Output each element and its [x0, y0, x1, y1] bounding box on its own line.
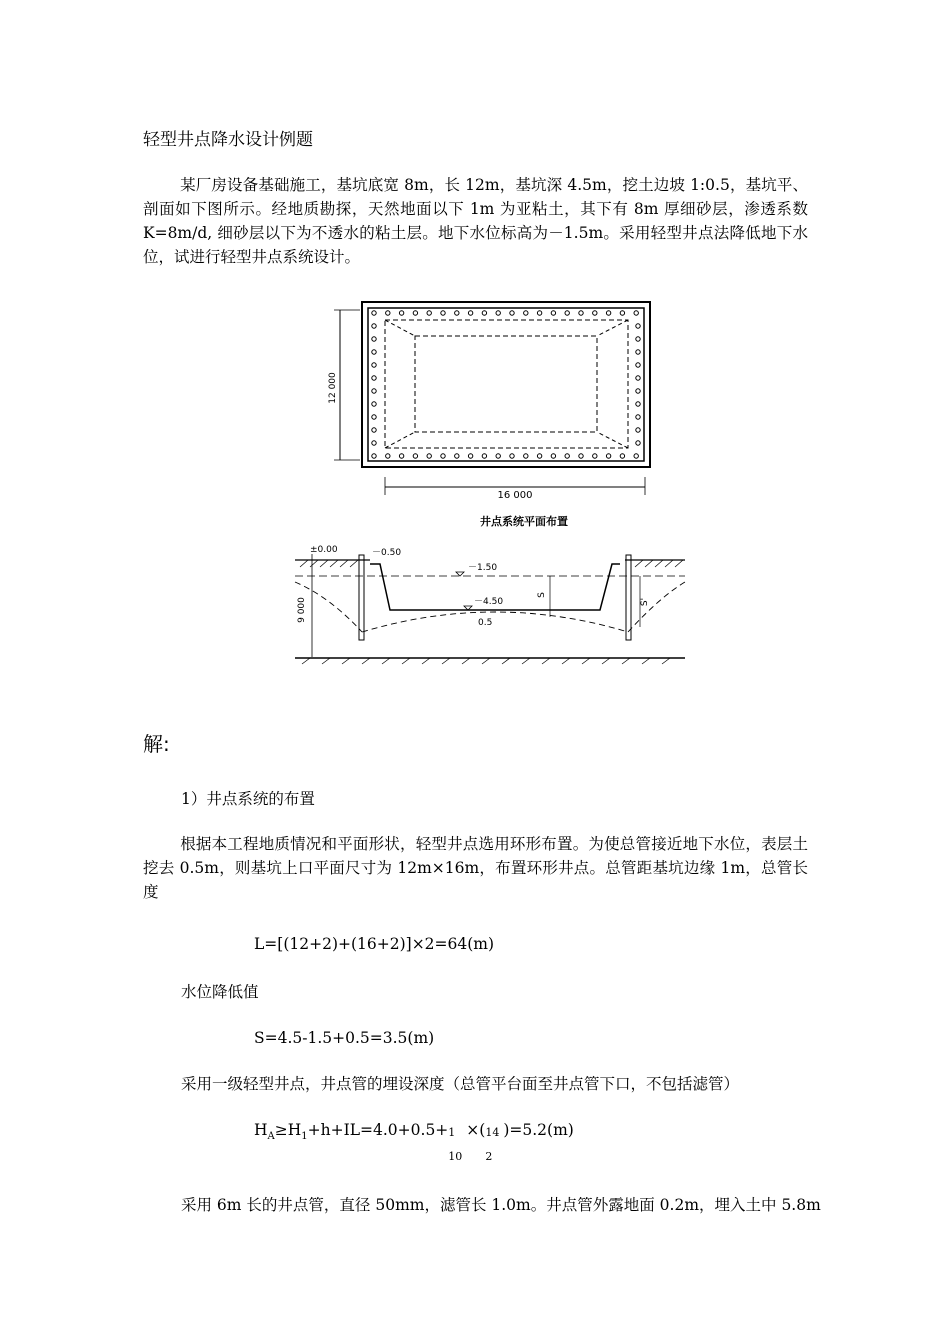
wellpoint-marker [634, 454, 638, 458]
wellpoint-marker [372, 389, 376, 393]
water-drop-label: 水位降低值 [181, 983, 259, 1001]
wellpoint-marker [565, 454, 569, 458]
formula-sub-1: 1 [301, 1131, 308, 1143]
problem-text: 某厂房设备基础施工，基坑底宽 8m，长 12m，基坑深 4.5m，挖土边坡 1:0.5，基坑平、剖面如下图所示。经地质勘探，天然地面以下 1m 为亚粘土，其下有 8m 厚细砂层，渗透系数 K=8m/d, 细砂层以下为不透水的粘土层。地下水位标高为－1.5m。采用轻型井点法降低地下水位，试进行轻型井点系统设计。 [143, 176, 808, 266]
wellpoint-marker [579, 311, 583, 315]
wellpoint-marker [524, 311, 528, 315]
wellpoint-marker [372, 350, 376, 354]
wellpoint-marker [510, 311, 514, 315]
label-s-prime: S' [640, 597, 650, 607]
wellpoint-marker [386, 311, 390, 315]
wellpoint-marker [636, 389, 640, 393]
wellpoint-marker [468, 454, 472, 458]
wellpoint-marker [606, 454, 610, 458]
wellpoint-marker [636, 415, 640, 419]
water-level-marker [456, 572, 464, 576]
wellpoint-marker [372, 337, 376, 341]
page-title: 轻型井点降水设计例题 [143, 130, 313, 150]
wellpoint-marker [636, 350, 640, 354]
wellpoint-marker [399, 311, 403, 315]
wellpoint-marker [636, 376, 640, 380]
wellpoint-marker [636, 428, 640, 432]
wellpoint-marker [496, 454, 500, 458]
wellpoint-marker [537, 311, 541, 315]
wellpoint-marker [455, 311, 459, 315]
wellpoint-marker [593, 311, 597, 315]
wellpoint-marker [372, 415, 376, 419]
wellpoint-marker [372, 376, 376, 380]
wellpoint-marker [496, 311, 500, 315]
wellpoint-marker [441, 454, 445, 458]
drawdown-curve-right-outer [628, 582, 685, 632]
wellpoint-marker [427, 454, 431, 458]
wellpoint-marker [455, 454, 459, 458]
wellpoint-marker [636, 337, 640, 341]
wellpoint-marker [413, 454, 417, 458]
impervious-hatch [302, 658, 670, 664]
wellpoint-marker [551, 454, 555, 458]
wellpoint-marker [372, 363, 376, 367]
wellpoint-marker [510, 454, 514, 458]
wellpoint-marker [620, 454, 624, 458]
plan-caption: 井点系统平面布置 [480, 515, 568, 528]
step1-heading: 1）井点系统的布置 [181, 790, 315, 808]
wellpoint-marker [399, 454, 403, 458]
formula-result: )=5.2(m) [503, 1121, 574, 1139]
problem-paragraph [143, 173, 808, 269]
step1-paragraph [143, 832, 808, 904]
wellpoint-marker [482, 454, 486, 458]
wellpoint-group [372, 311, 640, 458]
label-water-level: －1.50 [468, 563, 498, 573]
wellpoint-pipe-left [359, 555, 364, 640]
wellpoint-marker [372, 402, 376, 406]
plan-width-dim-label: 16 000 [497, 490, 533, 501]
plan-pit-top-edge [385, 320, 628, 448]
wellpoint-marker [372, 324, 376, 328]
wellpoint-marker [636, 324, 640, 328]
wellpoint-marker [372, 441, 376, 445]
solution-label: 解: [143, 732, 170, 756]
wellpoint-marker [524, 454, 528, 458]
wellpoint-marker [620, 311, 624, 315]
wellpoint-marker [636, 363, 640, 367]
wellpoint-marker [386, 454, 390, 458]
wellpoint-marker [636, 402, 640, 406]
label-pit-bottom-level: －4.50 [474, 597, 504, 607]
drawdown-curve-center [362, 612, 628, 632]
last-line-text: 采用 6m 长的井点管，直径 50mm，滤管长 1.0m。井点管外露地面 0.2m，埋入土中 5.8m [181, 1196, 821, 1214]
wellpoint-marker [537, 454, 541, 458]
wellpoint-marker [372, 428, 376, 432]
formula-header-length: L=[(12+2)+(16+2)]×2=64(m) [254, 935, 495, 953]
wellpoint-marker [551, 311, 555, 315]
step1-text: 根据本工程地质情况和平面形状，轻型井点选用环形布置。为使总管接近地下水位，表层土挖去 0.5m，则基坑上口平面尺寸为 12m×16m，布置环形井点。总管距基坑边缘 1m，总管长度 [143, 835, 808, 901]
wellpoint-marker [372, 311, 376, 315]
wellpoint-marker [441, 311, 445, 315]
wellpoint-marker [468, 311, 472, 315]
plan-slope-line [597, 432, 628, 448]
wellpoint-marker [427, 311, 431, 315]
wellpoint-marker [565, 311, 569, 315]
plan-header-pipe [368, 308, 644, 461]
formula-mid: +h+IL=4.0+0.5+ [307, 1121, 449, 1139]
wellpoint-marker [606, 311, 610, 315]
wellpoint-marker [636, 441, 640, 445]
formula-drawdown: S=4.5-1.5+0.5=3.5(m) [254, 1029, 435, 1047]
label-s: S [537, 592, 547, 598]
plan-view [334, 302, 650, 495]
label-trim-level: －0.50 [372, 548, 402, 558]
wellpoint-marker [579, 454, 583, 458]
label-drawdown-below: 0.5 [478, 618, 493, 628]
wellpoint-marker [593, 454, 597, 458]
single-stage-text: 采用一级轻型井点，井点管的埋设深度（总管平台面至井点管下口，不包括滤管） [181, 1075, 740, 1093]
plan-outer-frame [362, 302, 650, 467]
plan-pit-bottom-edge [415, 336, 597, 432]
formula-rel: ≥H [274, 1121, 302, 1139]
figure-svg [290, 292, 690, 682]
formula-times: ×( [466, 1121, 486, 1139]
wellpoint-pipe-right [626, 555, 631, 640]
label-depth-dim: 9 000 [297, 597, 307, 623]
plan-slope-line [385, 432, 415, 448]
wellpoint-marker [372, 454, 376, 458]
plan-slope-line [597, 320, 628, 336]
label-ground-level: ±0.00 [310, 545, 338, 555]
formula-burial-depth: $H_A\ge H_1+h+IL=4.0+0.5+$ 1 10 ×( 14 2 )=5.2(m) [254, 1121, 574, 1163]
wellpoint-marker [482, 311, 486, 315]
plan-height-dim-label: 12 000 [328, 372, 338, 404]
plan-slope-line [385, 320, 415, 336]
wellpoint-marker [634, 311, 638, 315]
wellpoint-marker [413, 311, 417, 315]
formula-h-a: H [254, 1121, 268, 1139]
formula-sub-a: A [267, 1131, 275, 1143]
dewatering-figure [290, 292, 690, 682]
